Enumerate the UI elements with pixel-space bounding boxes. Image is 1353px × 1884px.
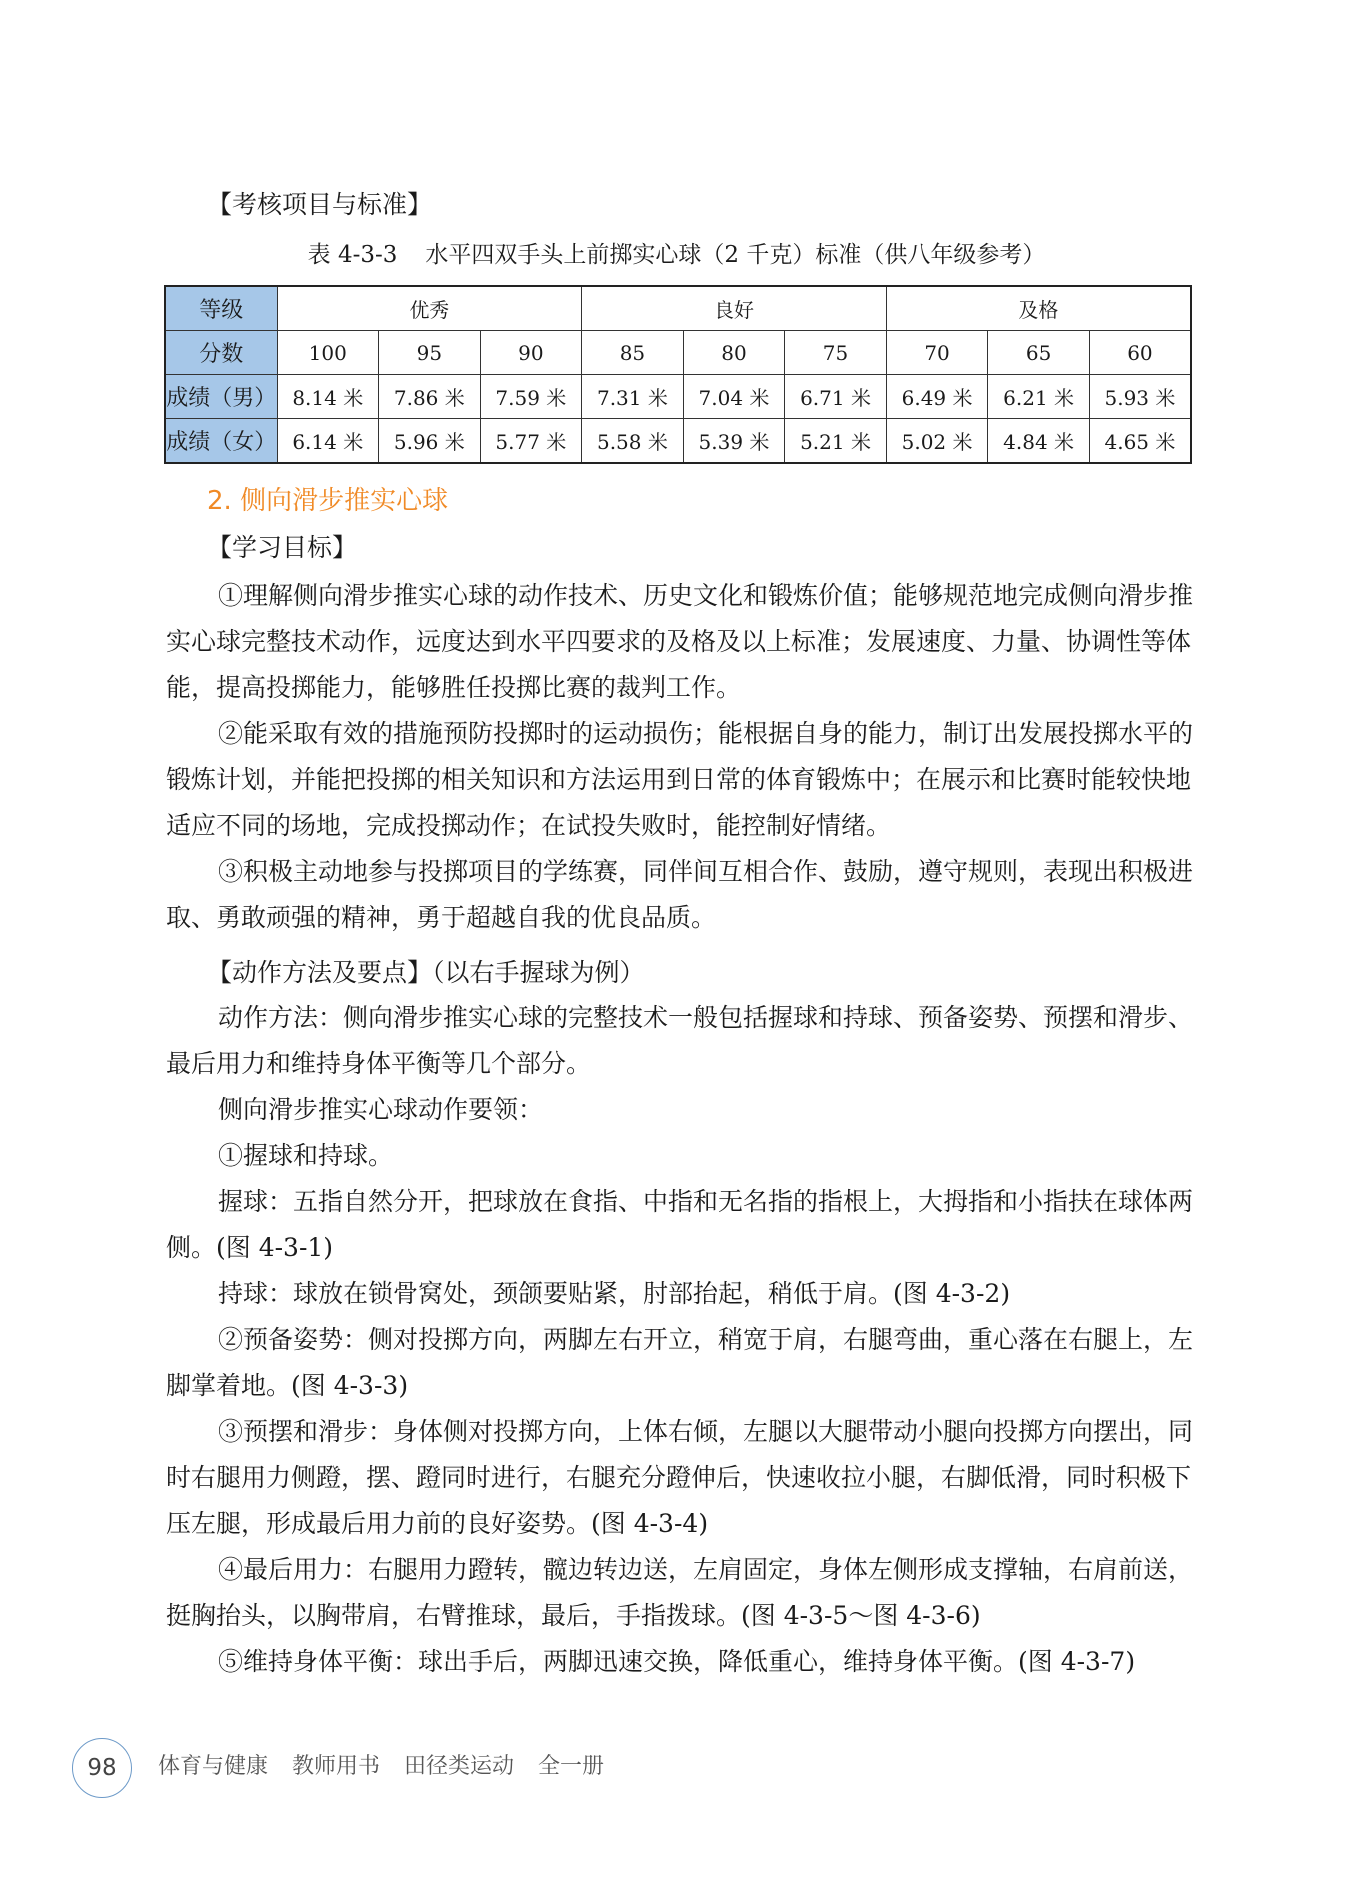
score-cell: 85 [582, 331, 684, 375]
male-result-cell: 5.93 米 [1089, 375, 1191, 419]
score-cell: 80 [683, 331, 785, 375]
footer-topic: 田径类运动 [404, 1754, 515, 1779]
female-result-cell: 5.02 米 [886, 419, 988, 464]
grade-pass: 及格 [886, 286, 1191, 331]
assessment-heading: 【考核项目与标准】 [207, 190, 433, 219]
grade-row [165, 286, 1191, 331]
step2-paragraph: ②预备姿势：侧对投掷方向，两脚左右开立，稍宽于肩，右腿弯曲，重心落在右腿上，左脚掌着地。(图 4-3-3) [166, 1325, 1194, 1400]
score-cell: 95 [379, 331, 481, 375]
female-label: 成绩（女） [165, 419, 277, 464]
female-result-cell: 5.21 米 [785, 419, 887, 464]
table-caption [0, 240, 1353, 270]
score-cell: 65 [988, 331, 1090, 375]
step1-heading: ①握球和持球。 [218, 1141, 394, 1170]
footer [158, 1752, 628, 1782]
male-result-cell: 7.59 米 [480, 375, 582, 419]
goal-paragraph-3: ③积极主动地参与投掷项目的学练赛，同伴间互相合作、鼓励，遵守规则，表现出积极进取、勇敢顽强的精神，勇于超越自我的优良品质。 [166, 857, 1194, 932]
goals-heading: 【学习目标】 [207, 533, 358, 562]
male-row [165, 375, 1191, 419]
score-row [165, 331, 1191, 375]
male-result-cell: 7.31 米 [582, 375, 684, 419]
page-number: 98 [72, 1738, 132, 1798]
grade-excellent: 优秀 [277, 286, 582, 331]
female-row [165, 419, 1191, 464]
score-cell: 100 [277, 331, 379, 375]
method-paragraph: 动作方法：侧向滑步推实心球的完整技术一般包括握球和持球、预备姿势、预摆和滑步、最后用力和维持身体平衡等几个部分。 [166, 1003, 1194, 1078]
female-result-cell: 6.14 米 [277, 419, 379, 464]
male-result-cell: 7.04 米 [683, 375, 785, 419]
footer-type: 教师用书 [292, 1754, 381, 1779]
footer-volume: 全一册 [538, 1754, 605, 1779]
female-result-cell: 5.96 米 [379, 419, 481, 464]
step5-paragraph: ⑤维持身体平衡：球出手后，两脚迅速交换，降低重心，维持身体平衡。(图 4-3-7) [218, 1647, 1136, 1676]
female-result-cell: 4.84 米 [988, 419, 1090, 464]
score-cell: 90 [480, 331, 582, 375]
female-result-cell: 4.65 米 [1089, 419, 1191, 464]
step1-grip-paragraph: 握球：五指自然分开，把球放在食指、中指和无名指的指根上，大拇指和小指扶在球体两侧。(图 4-3-1) [166, 1187, 1194, 1262]
score-cell: 75 [785, 331, 887, 375]
method-heading: 【动作方法及要点】（以右手握球为例） [207, 958, 645, 987]
grade-good: 良好 [582, 286, 887, 331]
step4-paragraph: ④最后用力：右腿用力蹬转，髋边转边送，左肩固定，身体左侧形成支撑轴，右肩前送，挺胸抬头，以胸带肩，右臂推球，最后，手指拨球。(图 4-3-5～图 4-3-6) [166, 1555, 1194, 1630]
female-result-cell: 5.39 米 [683, 419, 785, 464]
table-caption-label: 表 4-3-3 [307, 242, 398, 268]
male-result-cell: 6.49 米 [886, 375, 988, 419]
male-result-cell: 6.71 米 [785, 375, 887, 419]
goal-paragraph-2: ②能采取有效的措施预防投掷时的运动损伤；能根据自身的能力，制订出发展投掷水平的锻炼计划，并能把投掷的相关知识和方法运用到日常的体育锻炼中；在展示和比赛时能较快地适应不同的场地，完成投掷动作；在试投失败时，能控制好情绪。 [166, 719, 1194, 840]
male-label: 成绩（男） [165, 375, 277, 419]
score-cell: 60 [1089, 331, 1191, 375]
male-result-cell: 6.21 米 [988, 375, 1090, 419]
score-cell: 70 [886, 331, 988, 375]
male-result-cell: 7.86 米 [379, 375, 481, 419]
male-result-cell: 8.14 米 [277, 375, 379, 419]
standards-table [164, 285, 1192, 464]
table-caption-title: 水平四双手头上前掷实心球（2 千克）标准（供八年级参考） [425, 242, 1046, 268]
footer-book: 体育与健康 [158, 1754, 269, 1779]
goal-paragraph-1: ①理解侧向滑步推实心球的动作技术、历史文化和锻炼价值；能够规范地完成侧向滑步推实心球完整技术动作，远度达到水平四要求的及格及以上标准；发展速度、力量、协调性等体能，提高投掷能力，能够胜任投掷比赛的裁判工作。 [166, 581, 1194, 702]
grade-label: 等级 [165, 286, 277, 331]
female-result-cell: 5.77 米 [480, 419, 582, 464]
step3-paragraph: ③预摆和滑步：身体侧对投掷方向，上体右倾，左腿以大腿带动小腿向投掷方向摆出，同时右腿用力侧蹬，摆、蹬同时进行，右腿充分蹬伸后，快速收拉小腿，右脚低滑，同时积极下压左腿，形成最后用力前的良好姿势。(图 4-3-4) [166, 1417, 1194, 1538]
step1-hold-paragraph: 持球：球放在锁骨窝处，颈颌要贴紧，肘部抬起，稍低于肩。(图 4-3-2) [218, 1279, 1011, 1308]
score-label: 分数 [165, 331, 277, 375]
female-result-cell: 5.58 米 [582, 419, 684, 464]
essentials-heading: 侧向滑步推实心球动作要领： [218, 1095, 544, 1124]
section-title: 2. 侧向滑步推实心球 [207, 486, 449, 516]
